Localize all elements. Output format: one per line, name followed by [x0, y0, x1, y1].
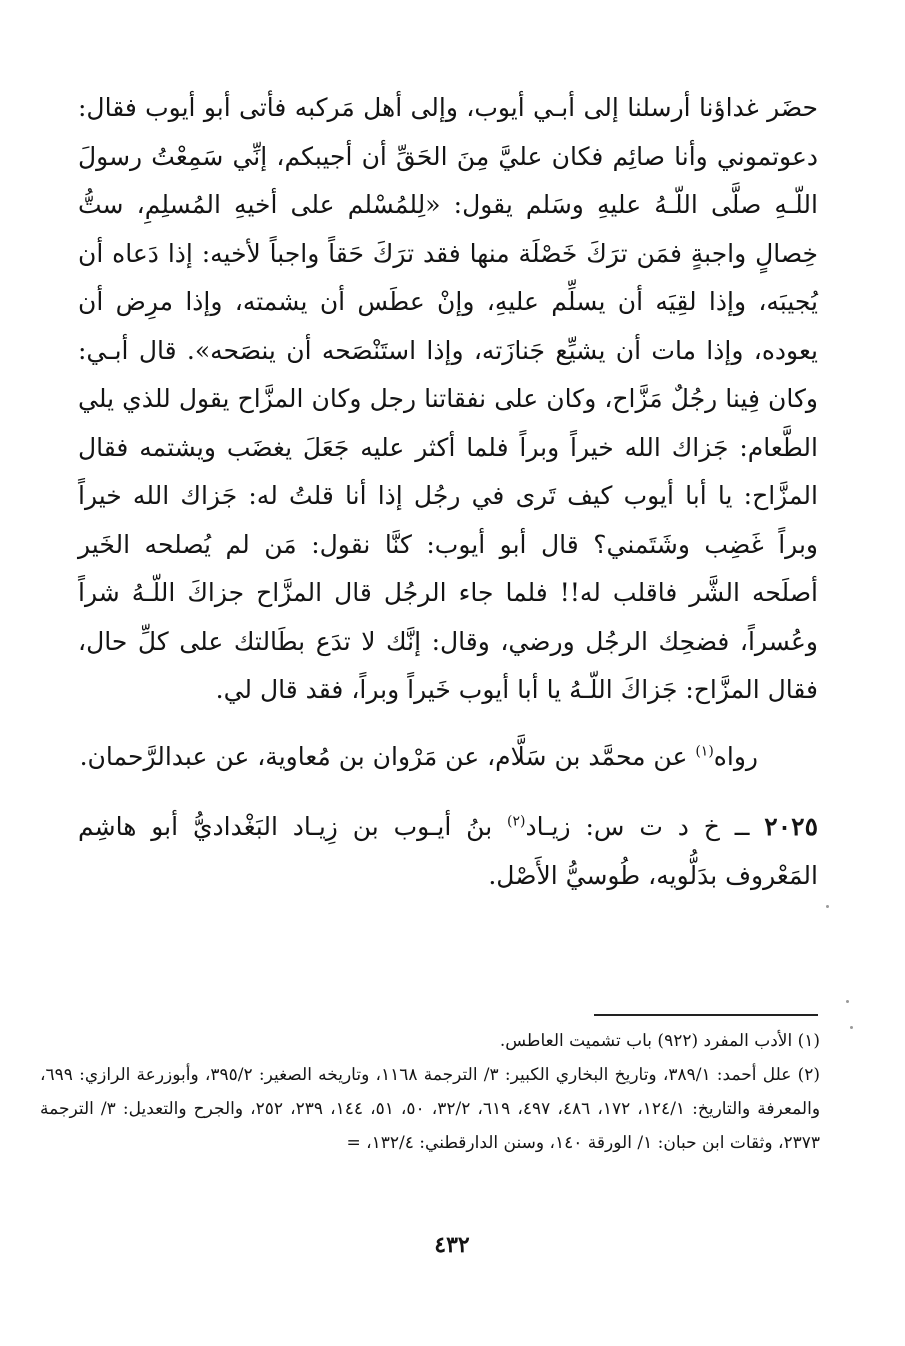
scan-speck [850, 1026, 853, 1029]
footnote-divider [594, 1014, 818, 1016]
entry-text-end: بنُ أيـوب بن زِيـاد البَغْداديُّ أبو هاشِم المَعْروف بدَلُّويه، طُوسيُّ الأَصْل. [78, 812, 818, 890]
footnote-ref-1[interactable]: (١) [695, 743, 714, 760]
footnote-ref-2[interactable]: (٢) [507, 813, 526, 830]
hadith-paragraph: حضَر غداؤنا أرسلنا إلى أبـي أيوب، وإلى أهل مَركبه فأتى أبو أيوب فقال: دعوتموني وأنا صائِم فكان عليَّ مِنَ الحَقِّ أن أجيبكم، إنِّي سَمِعْتُ رسولَ اللّـهِ صلَّى اللّـهُ عليهِ وسَلم يقول: «لِلمُسْلم على أخيهِ المُسلِمِ، ستُّ خِصالٍ واجبةٍ فمَن ترَكَ خَصْلَة منها فقد ترَكَ حَقاً واجباً لأخيه: إذا دَعاه أن يُجيبَه، وإذا لقِيَه أن يسلِّم عليهِ، وإنْ عطَس أن يشمته، وإذا مرِض أن يعوده، وإذا مات أن يشيِّع جَنازَته، وإذا استَنْصَحه أن ينصَحه». قال أبـي: وكان فِينا رجُلٌ مَزَّاح، وكان على نفقاتنا رجل وكان المزَّاح يقول للذي يلي الطَّعام: جَزاك الله خيراً وبراً فلما أكثر عليه جَعَلَ يغضَب ويشتمه فقال المزَّاح: يا أبا أيوب كيف تَرى في رجُل إذا أنا قلتُ له: جَزاك الله خيراً وبراً غَضِب وشَتَمني؟ قال أبو أيوب: كنَّا نقول: مَن لم يُصلحه الخَير أصلَحه الشَّر فاقلب له!! فلما جاء الرجُل قال المزَّاح جزاكَ اللّـهُ شراً وعُسراً، فضحِك الرجُل ورضي، وقال: إنَّك لا تدَع بطَالتك على كلِّ حال، فقال المزَّاح: جَزاكَ اللّـهُ يا أبا أيوب خَيراً وبراً، فقد قال لي. [78, 93, 818, 704]
scan-speck [826, 905, 829, 908]
footnote-1: (١) الأدب المفرد (٩٢٢) باب تشميت العاطس. [499, 1031, 820, 1051]
biography-entry [78, 803, 818, 900]
main-text-block [78, 84, 818, 900]
scan-speck [846, 1000, 849, 1003]
page-number: ٤٣٢ [434, 1232, 470, 1258]
footnotes-block [40, 1024, 820, 1160]
footnote-2: (٢) علل أحمد: ٣٨٩/١، وتاريخ البخاري الكبير: ٣/ الترجمة ١١٦٨، وتاريخه الصغير: ٣٩٥/٢، وأبوزرعة الرازي: ٦٩٩، والمعرفة والتاريخ: ١٢٤/١، ١٧٢، ٤٨٦، ٤٩٧، ٦١٩، ٣٢/٢، ٥٠، ٥١، ١٤٤، ٢٣٩، ٢٥٢، والجرح والتعديل: ٣/ الترجمة ٢٣٧٣، وثقات ابن حبان: ١/ الورقة ١٤٠، وسنن الدارقطني: ١٣٢/٤، = [40, 1065, 821, 1153]
entry-number: ٢٠٢٥ [764, 812, 818, 841]
narration-text-start: رواه [713, 741, 758, 771]
entry-text-start: ــ خ د ت س: زيـاد [525, 812, 765, 841]
narration-text-end: عن محمَّد بن سَلَّام، عن مَرْوان بن مُعاوية، عن عبدالرَّحمان. [79, 741, 696, 771]
narration-paragraph [78, 733, 818, 782]
